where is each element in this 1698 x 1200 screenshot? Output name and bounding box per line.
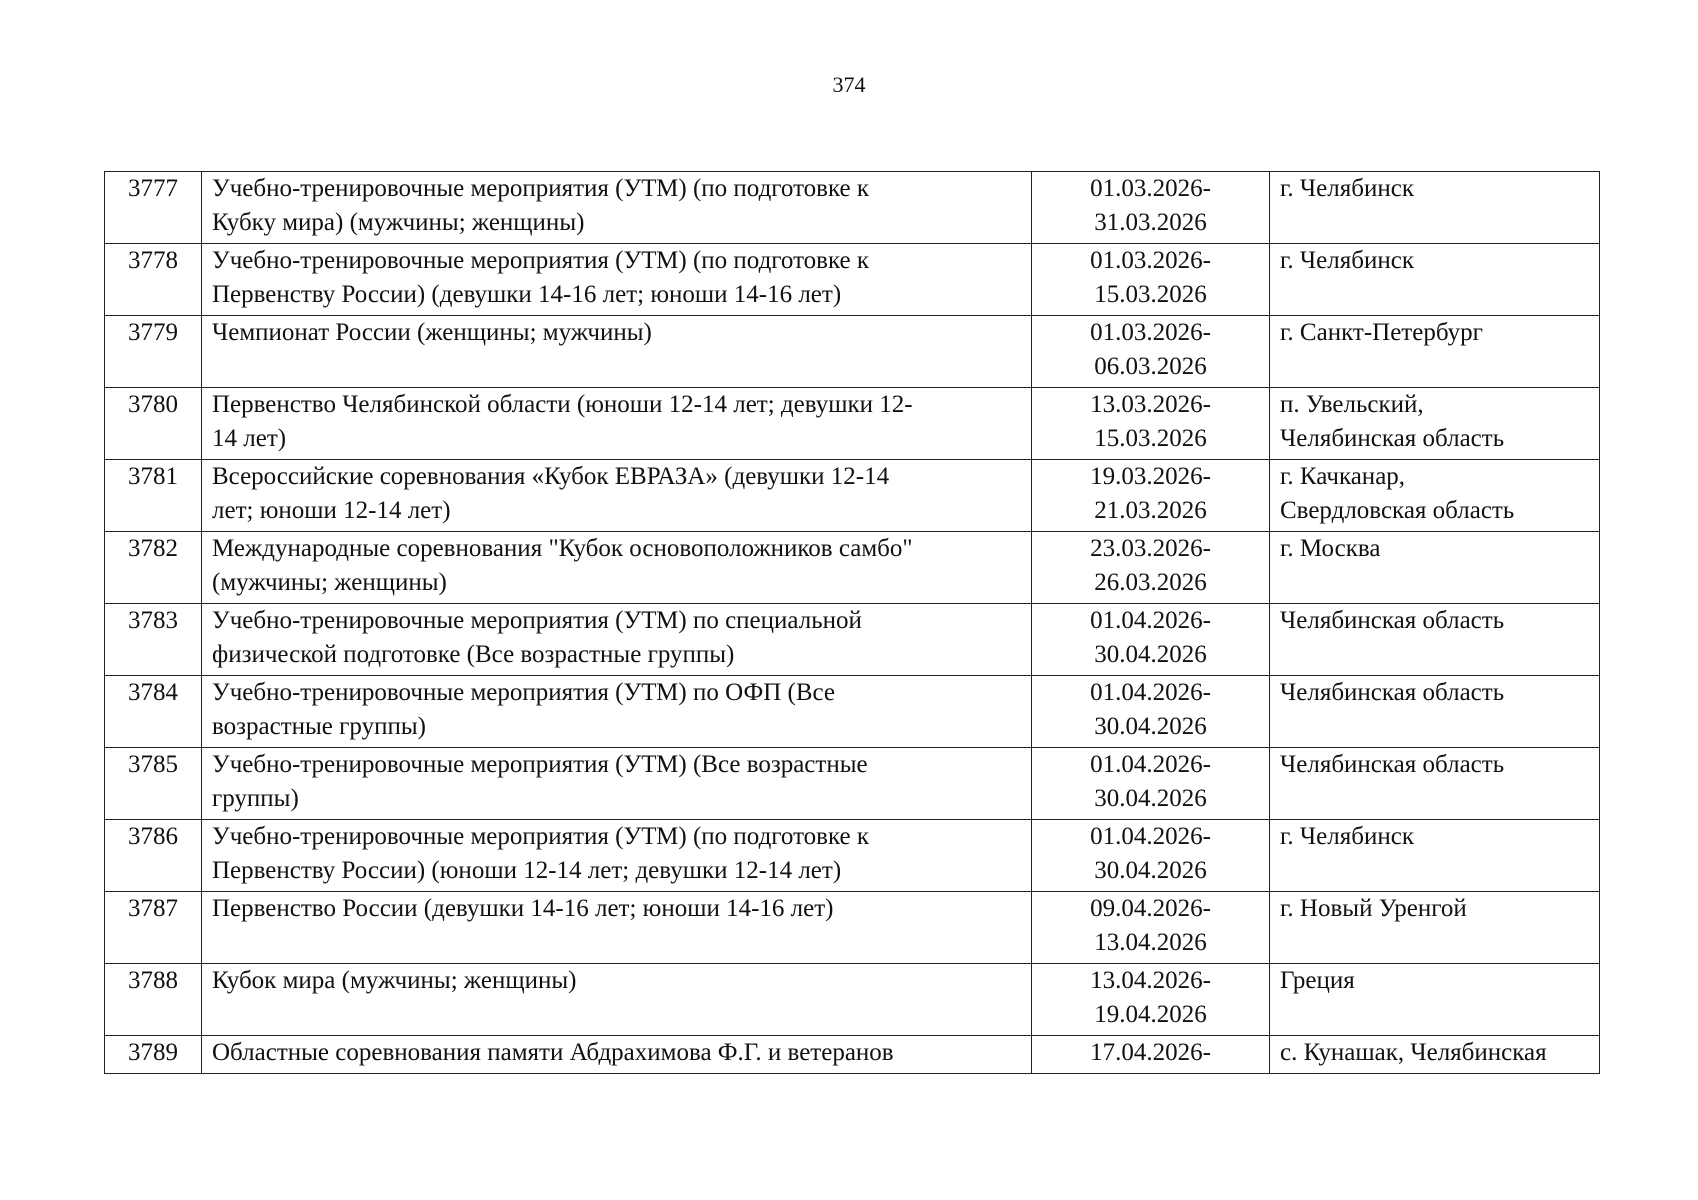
table-row — [105, 964, 1600, 1036]
event-number: 3779 — [105, 316, 202, 388]
event-dates: 19.03.2026- 21.03.2026 — [1032, 460, 1270, 532]
event-place: г. Челябинск — [1270, 172, 1600, 244]
table-row — [105, 532, 1600, 604]
event-name: Учебно-тренировочные мероприятия (УТМ) (Все возрастные группы) — [202, 748, 1032, 820]
event-dates: 13.03.2026- 15.03.2026 — [1032, 388, 1270, 460]
event-place: г. Новый Уренгой — [1270, 892, 1600, 964]
event-place: Челябинская область — [1270, 676, 1600, 748]
table-row — [105, 748, 1600, 820]
event-number: 3778 — [105, 244, 202, 316]
table-row — [105, 676, 1600, 748]
table-row — [105, 316, 1600, 388]
event-name: Учебно-тренировочные мероприятия (УТМ) (по подготовке к Первенству России) (девушки 14-16 лет; юноши 14-16 лет) — [202, 244, 1032, 316]
event-number: 3783 — [105, 604, 202, 676]
event-dates: 01.03.2026- 15.03.2026 — [1032, 244, 1270, 316]
event-name: Учебно-тренировочные мероприятия (УТМ) по специальной физической подготовке (Все возрастные группы) — [202, 604, 1032, 676]
event-place: Греция — [1270, 964, 1600, 1036]
event-place: г. Качканар, Свердловская область — [1270, 460, 1600, 532]
table-row — [105, 388, 1600, 460]
event-number: 3780 — [105, 388, 202, 460]
table-row — [105, 244, 1600, 316]
event-place: г. Челябинск — [1270, 820, 1600, 892]
event-name: Международные соревнования "Кубок основоположников самбо" (мужчины; женщины) — [202, 532, 1032, 604]
event-number: 3782 — [105, 532, 202, 604]
event-name: Первенство Челябинской области (юноши 12-14 лет; девушки 12- 14 лет) — [202, 388, 1032, 460]
event-name: Всероссийские соревнования «Кубок ЕВРАЗА» (девушки 12-14 лет; юноши 12-14 лет) — [202, 460, 1032, 532]
event-place: г. Челябинск — [1270, 244, 1600, 316]
event-number: 3786 — [105, 820, 202, 892]
event-number: 3781 — [105, 460, 202, 532]
event-number: 3789 — [105, 1036, 202, 1074]
event-place: г. Москва — [1270, 532, 1600, 604]
event-place: Челябинская область — [1270, 748, 1600, 820]
table-row — [105, 604, 1600, 676]
event-name: Чемпионат России (женщины; мужчины) — [202, 316, 1032, 388]
event-dates: 01.04.2026- 30.04.2026 — [1032, 748, 1270, 820]
events-table — [104, 171, 1600, 1074]
event-dates: 09.04.2026- 13.04.2026 — [1032, 892, 1270, 964]
event-name: Областные соревнования памяти Абдрахимова Ф.Г. и ветеранов — [202, 1036, 1032, 1074]
table-row — [105, 172, 1600, 244]
event-name: Первенство России (девушки 14-16 лет; юноши 14-16 лет) — [202, 892, 1032, 964]
event-dates: 01.04.2026- 30.04.2026 — [1032, 676, 1270, 748]
event-dates: 13.04.2026- 19.04.2026 — [1032, 964, 1270, 1036]
table-row — [105, 820, 1600, 892]
event-place: Челябинская область — [1270, 604, 1600, 676]
event-number: 3784 — [105, 676, 202, 748]
event-number: 3787 — [105, 892, 202, 964]
event-number: 3777 — [105, 172, 202, 244]
event-name: Учебно-тренировочные мероприятия (УТМ) по ОФП (Все возрастные группы) — [202, 676, 1032, 748]
event-number: 3785 — [105, 748, 202, 820]
event-dates: 01.03.2026- 06.03.2026 — [1032, 316, 1270, 388]
event-dates: 01.04.2026- 30.04.2026 — [1032, 820, 1270, 892]
event-name: Учебно-тренировочные мероприятия (УТМ) (по подготовке к Кубку мира) (мужчины; женщины) — [202, 172, 1032, 244]
event-name: Учебно-тренировочные мероприятия (УТМ) (по подготовке к Первенству России) (юноши 12-14 лет; девушки 12-14 лет) — [202, 820, 1032, 892]
event-dates: 23.03.2026- 26.03.2026 — [1032, 532, 1270, 604]
page-number: 374 — [832, 72, 866, 97]
event-number: 3788 — [105, 964, 202, 1036]
event-dates: 01.03.2026- 31.03.2026 — [1032, 172, 1270, 244]
event-place: г. Санкт-Петербург — [1270, 316, 1600, 388]
event-dates: 01.04.2026- 30.04.2026 — [1032, 604, 1270, 676]
event-dates: 17.04.2026- — [1032, 1036, 1270, 1074]
table-row — [105, 892, 1600, 964]
event-name: Кубок мира (мужчины; женщины) — [202, 964, 1032, 1036]
event-place: п. Увельский, Челябинская область — [1270, 388, 1600, 460]
event-place: с. Кунашак, Челябинская — [1270, 1036, 1600, 1074]
table-row — [105, 460, 1600, 532]
table-row — [105, 1036, 1600, 1074]
